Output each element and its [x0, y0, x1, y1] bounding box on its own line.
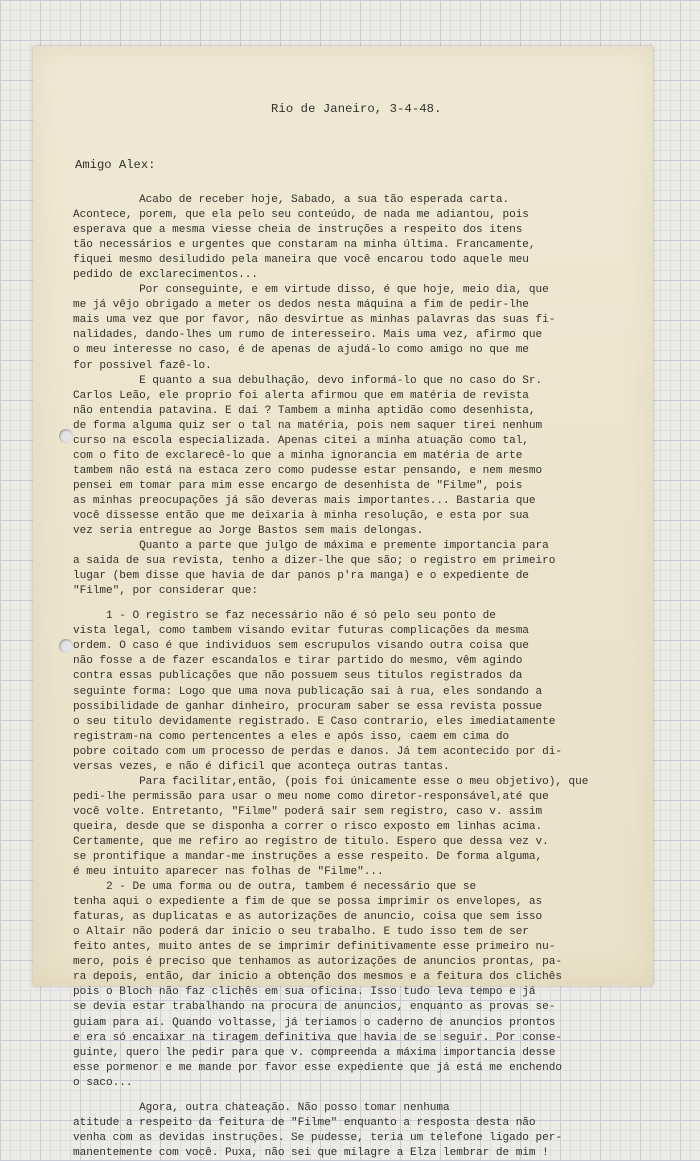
letter-line: tambem não está na estaca zero como pudesse estar pensando, e nem mesmo [73, 464, 543, 477]
letter-line: possibilidade de ganhar dinheiro, procuram saber se essa revista possue [73, 700, 543, 713]
punch-hole [59, 639, 73, 653]
letter-line: nalidades, dando-lhes um rumo de interesseiro. Mais uma vez, afirmo que [73, 329, 543, 342]
letter-line: vista legal, como tambem visando evitar futuras complicações da mesma [73, 625, 529, 638]
letter-line: mero, pois é preciso que tenhamos as autorizações de anuncios prontas, pa- [73, 956, 562, 969]
letter-line: vez seria entregue ao Jorge Bastos sem mais delongas. [73, 525, 424, 538]
letter-line: esperava que a mesma viesse cheia de instruções a respeito dos itens [73, 224, 523, 237]
letter-line: se devia estar trabalhando na procura de anuncios, enquanto as provas se- [73, 1001, 556, 1014]
letter-sheet [33, 46, 653, 1159]
letter-line: tenha aqui o expediente a fim de que se possa imprimir os envelopes, as [73, 896, 543, 909]
letter-line: a saida de sua revista, tenho a dizer-lhe que são; o registro em primeiro [73, 555, 556, 568]
letter-line: não fosse a de fazer escandalos e tirar partido do mesmo, vêm agindo [73, 655, 523, 668]
letter-line: o saco... [73, 1076, 133, 1089]
letter-line: o seu titulo devidamente registrado. E Caso contrario, eles imediatamente [73, 715, 556, 728]
letter-line: 1 - O registro se faz necessário não é só pelo seu ponto de [73, 610, 496, 623]
letter-line: lugar (bem disse que havia de dar panos p'ra manga) e o expediente de [73, 570, 529, 583]
letter-line: registram-na como pertencentes a eles e após isso, caem em cima do [73, 730, 510, 743]
letter-salutation: Amigo Alex: [75, 158, 156, 172]
letter-line: e era só encaixar na tiragem definitiva que havia de se seguir. Por conse- [73, 1031, 562, 1044]
letter-line: as minhas preocupações já são deveras mais importantes... Bastaria que [73, 494, 536, 507]
letter-line: 2 - De uma forma ou de outra, tambem é necessário que se [73, 881, 477, 894]
letter-line: feito antes, muito antes de se imprimir definitivamente esse primeiro nu- [73, 941, 556, 954]
letter-line: Certamente, que me refiro ao registro de titulo. Espero que dessa vez v. [73, 835, 549, 848]
letter-line: Quanto a parte que julgo de máxima e premente importancia para [73, 540, 549, 553]
punch-hole [59, 429, 73, 443]
letter-line: manentemente com você. Puxa, não sei que milagre a Elza lembrar de mim ! [73, 1146, 549, 1159]
letter-line: faturas, as duplicatas e as autorizações de anuncio, coisa que sem isso [73, 911, 543, 924]
letter-line: mais uma vez que por favor, não desvirtue as minhas palavras das suas fi- [73, 314, 556, 327]
letter-line: Acabo de receber hoje, Sabado, a sua tão esperada carta. [73, 194, 510, 206]
letter-date: Rio de Janeiro, 3-4-48. [271, 102, 442, 116]
letter-line: tão necessários e urgentes que constaram na minha última. Francamente, [73, 239, 536, 252]
letter-line: seguinte forma: Logo que uma nova publicação sai à rua, eles sondando a [73, 685, 543, 698]
letter-line: me já vêjo obrigado a meter os dedos nesta máquina a fim de pedir-lhe [73, 299, 529, 312]
letter-line: de forma alguma quiz ser o tal na matéria, pois nem saquer tirei nenhum [73, 419, 543, 432]
letter-line: guiam para aí. Quando voltasse, já teriamos o caderno de anuncios prontos [73, 1016, 556, 1029]
letter-line: pedi-lhe permissão para usar o meu nome como diretor-responsável,até que [73, 790, 549, 803]
letter-line: não entendia patavina. E daí ? Tambem a minha aptidão como desenhista, [73, 404, 536, 417]
letter-line: queira, desde que se disponha a correr o risco exposto em linhas acima. [73, 820, 543, 833]
letter-line: pois o Bloch não faz clichês em sua oficina. Isso tudo leva tempo e já [73, 986, 536, 999]
letter-body [73, 193, 633, 1161]
letter-line: Por conseguinte, e em virtude disso, é que hoje, meio dia, que [73, 284, 549, 297]
letter-line: o meu interesse no caso, é de apenas de ajudá-lo como amigo no que me [73, 344, 529, 357]
letter-line: ra depois, então, dar inicio a obtenção dos mesmos e a feitura dos clichês [73, 971, 562, 984]
letter-line [73, 599, 633, 609]
letter-line: você dissesse então que me deixaria à minha resolução, e esta por sua [73, 509, 529, 522]
letter-line: pobre coitado com um processo de perdas e danos. Já tem acontecido por di- [73, 745, 562, 758]
letter-line: pensei em tomar para mim esse encargo de desenhista de "Filme", pois [73, 479, 523, 492]
letter-line: guinte, quero lhe pedir para que v. compreenda a máxima importancia desse [73, 1046, 556, 1059]
letter-line: ordem. O caso é que individuos sem escrupulos visando outra coisa que [73, 640, 529, 653]
letter-line: esse pormenor e me mande por favor esse expediente que já está me enchendo [73, 1061, 562, 1074]
letter-line: pedido de exclarecimentos... [73, 269, 259, 282]
letter-line: fiquei mesmo desiludido pela maneira que você encarou todo aquele meu [73, 254, 529, 267]
letter-line: o Altair não poderá dar inicio o seu trabalho. E tudo isso tem de ser [73, 926, 529, 939]
letter-line: versas vezes, e não é dificil que aconteça outras tantas. [73, 760, 450, 773]
letter-line: atitude a respeito da feitura de "Filme" enquanto a resposta desta não [73, 1116, 536, 1129]
letter-line: E quanto a sua debulhação, devo informá-lo que no caso do Sr. [73, 374, 543, 387]
letter-line: com o fito de exclarecê-lo que a minha ignorancia em matéria de arte [73, 449, 523, 462]
letter-line: Para facilitar,então, (pois foi únicamente esse o meu objetivo), que [73, 775, 589, 788]
letter-line: você volte. Entretanto, "Filme" poderá sair sem registro, caso v. assim [73, 805, 543, 818]
letter-line: Carlos Leão, ele proprio foi alerta afirmou que em matéria de revista [73, 389, 529, 402]
letter-line: contra essas publicações que não possuem seus titulos registrados da [73, 670, 523, 683]
letter-line: curso na escola especializada. Apenas citei a minha atuação como tal, [73, 434, 529, 447]
letter-line: for possivel fazê-lo. [73, 359, 212, 372]
letter-line [73, 1091, 633, 1101]
letter-line: venha com as devidas instruções. Se pudesse, teria um telefone ligado per- [73, 1131, 562, 1144]
letter-line: Agora, outra chateação. Não posso tomar nenhuma [73, 1101, 450, 1114]
letter-line: "Filme", por considerar que: [73, 585, 259, 598]
letter-line: é meu intuito aparecer nas folhas de "Filme"... [73, 866, 384, 879]
letter-line: Acontece, porem, que ela pelo seu conteúdo, de nada me adiantou, pois [73, 209, 529, 222]
letter-line: se prontifique a mandar-me instruções a esse respeito. De forma alguma, [73, 851, 543, 864]
